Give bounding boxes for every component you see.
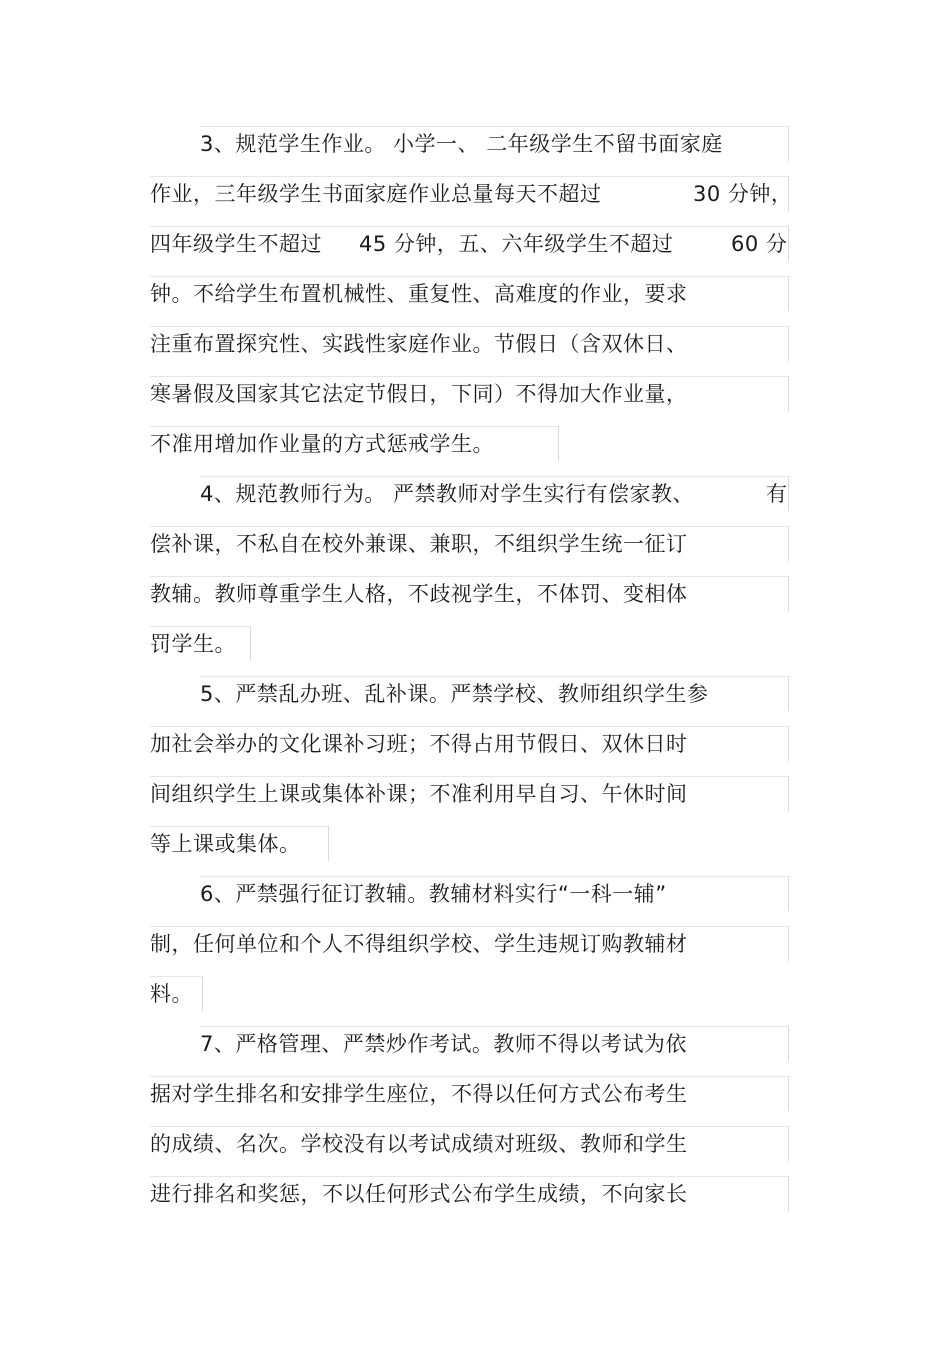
text-line — [150, 326, 789, 361]
line-text: 6、严禁强行征订教辅。教辅材料实行“一科一辅” — [200, 882, 667, 906]
text-line — [150, 776, 789, 811]
text-line — [200, 876, 789, 911]
text-line — [200, 676, 789, 711]
line-text: 不准用增加作业量的方式惩戒学生。 — [150, 432, 494, 456]
line-text: 的成绩、名次。学校没有以考试成绩对班级、教师和学生 — [150, 1132, 688, 1156]
text-line — [150, 176, 793, 211]
text-line — [150, 426, 559, 461]
text-line — [200, 1026, 789, 1061]
line-text: 7、严格管理、严禁炒作考试。教师不得以考试为依 — [200, 1032, 687, 1056]
text-line — [150, 1126, 789, 1161]
text-line — [200, 126, 789, 161]
line-text: 间组织学生上课或集体补课；不准利用早自习、午休时间 — [150, 782, 688, 806]
text-line — [150, 976, 203, 1011]
line-text: 据对学生排名和安排学生座位，不得以任何方式公布考生 — [150, 1082, 688, 1106]
line-text: 料。 — [150, 982, 193, 1006]
line-text: 5、严禁乱办班、乱补课。严禁学校、教师组织学生参 — [200, 682, 709, 706]
text-line — [150, 1176, 789, 1211]
line-text: 有 — [766, 482, 788, 506]
line-text: 进行排名和奖惩，不以任何形式公布学生成绩，不向家长 — [150, 1182, 688, 1206]
text-line — [150, 526, 789, 561]
text-line — [150, 626, 251, 661]
text-line — [150, 1076, 789, 1111]
line-text: 加社会举办的文化课补习班；不得占用节假日、双休日时 — [150, 732, 688, 756]
line-text: 寒暑假及国家其它法定节假日，下同）不得加大作业量， — [150, 382, 688, 406]
text-line — [150, 576, 789, 611]
line-text: 制，任何单位和个人不得组织学校、学生违规订购教辅材 — [150, 932, 688, 956]
line-text: 注重布置探究性、实践性家庭作业。节假日（含双休日、 — [150, 332, 688, 356]
text-line — [150, 926, 789, 961]
line-text: 钟。不给学生布置机械性、重复性、高难度的作业，要求 — [150, 282, 688, 306]
line-text: 30 分钟， — [693, 182, 793, 206]
text-line — [150, 226, 789, 261]
text-line — [150, 726, 789, 761]
text-line — [200, 476, 789, 511]
line-text: 60 分 — [731, 232, 788, 256]
line-text: 偿补课，不私自在校外兼课、兼职，不组织学生统一征订 — [150, 532, 688, 556]
line-text: 作业，三年级学生书面家庭作业总量每天不超过 — [150, 182, 602, 206]
line-text: 45 分钟，五、六年级学生不超过 — [359, 232, 674, 256]
line-text: 3、规范学生作业。 小学一、 二年级学生不留书面家庭 — [200, 132, 723, 156]
text-line — [150, 276, 789, 311]
text-line — [150, 826, 329, 861]
text-line — [150, 376, 789, 411]
line-text: 四年级学生不超过 — [150, 232, 322, 256]
line-text: 4、规范教师行为。 严禁教师对学生实行有偿家教、 — [200, 482, 695, 506]
line-text: 罚学生。 — [150, 632, 236, 656]
line-text: 教辅。教师尊重学生人格，不歧视学生，不体罚、变相体 — [150, 582, 688, 606]
line-text: 等上课或集体。 — [150, 832, 301, 856]
